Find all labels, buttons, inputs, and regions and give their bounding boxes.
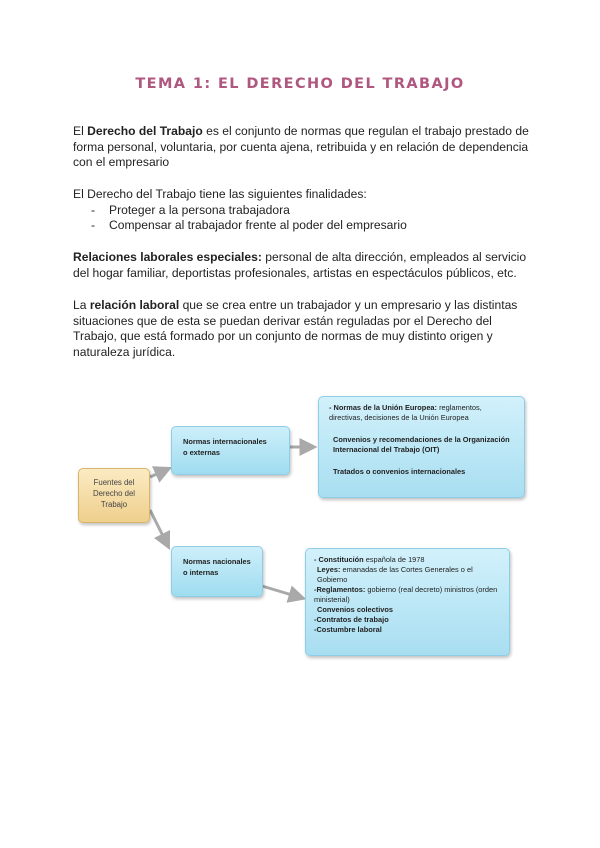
regulations-item bbox=[314, 585, 501, 605]
purpose-text: Compensar al trabajador frente al poder del empresario bbox=[109, 218, 407, 233]
collective-agreements-item: Convenios colectivos bbox=[317, 605, 393, 614]
external-detail-box bbox=[318, 396, 525, 498]
regulations-text: gobierno (real decreto) ministros (orden ministerial) bbox=[314, 585, 498, 604]
purpose-text: Proteger a la persona trabajadora bbox=[109, 202, 290, 217]
laws-text: emanadas de las Cortes Generales o el Gobierno bbox=[317, 565, 473, 584]
internal-line: Normas nacionales bbox=[183, 557, 251, 566]
external-line: Normas internacionales bbox=[183, 437, 267, 446]
internal-detail-box bbox=[305, 548, 510, 656]
root-line: Trabajo bbox=[100, 500, 128, 509]
labor-relation-term: relación laboral bbox=[89, 298, 180, 312]
arrow-root-external bbox=[150, 469, 168, 477]
special-relations-term: Relaciones laborales especiales: bbox=[73, 250, 262, 264]
laws-item bbox=[314, 565, 501, 585]
oit-item: Convenios y recomendaciones de la Organización Internacional del Trabajo (OIT) bbox=[333, 435, 510, 454]
treaties-item: Tratados o convenios internacionales bbox=[333, 467, 466, 476]
constitution-item bbox=[314, 555, 501, 565]
list-item bbox=[73, 218, 533, 234]
external-norms-node bbox=[171, 426, 290, 475]
arrow-root-internal bbox=[150, 510, 168, 546]
definition-text: es el conjunto de normas que regulan el trabajo prestado de forma personal, voluntaria, por cuenta ajena, retribuida y en relación de dependencia con el empresario bbox=[73, 124, 529, 170]
constitution-label: - Constitución bbox=[314, 555, 364, 564]
ue-norms-text: reglamentos, directivas, decisiones de la Unión Europea bbox=[329, 403, 482, 422]
external-line: o externas bbox=[183, 448, 220, 457]
definition-paragraph bbox=[73, 124, 533, 171]
root-line: Derecho del bbox=[92, 489, 136, 498]
ue-norms-label: - Normas de la Unión Europea: bbox=[329, 403, 438, 412]
purposes-paragraph bbox=[73, 187, 533, 234]
regulations-label: -Reglamentos: bbox=[314, 585, 366, 594]
custom-item: -Costumbre laboral bbox=[314, 625, 382, 634]
purposes-intro: El Derecho del Trabajo tiene las siguientes finalidades: bbox=[73, 187, 367, 201]
list-item bbox=[73, 203, 533, 219]
ue-norms-item bbox=[329, 403, 516, 423]
list-dash: - bbox=[91, 218, 96, 233]
special-relations-text: personal de alta dirección, empleados al servicio del hogar familiar, deportistas profesionales, artistas en espectáculos públicos, etc. bbox=[73, 250, 527, 280]
arrow-internal-detail bbox=[262, 586, 302, 598]
special-relations-paragraph bbox=[73, 250, 535, 281]
page-title: TEMA 1: EL DERECHO DEL TRABAJO bbox=[135, 76, 465, 92]
labor-relation-text: que se crea entre un trabajador y un empresario y las distintas situaciones que de esta se puedan derivar están reguladas por el Derecho del Trabajo, que está formado por un conjunto de normas de muy distinto origen y naturaleza jurídica. bbox=[73, 298, 518, 359]
labor-relation-lead: La bbox=[73, 298, 90, 312]
internal-line: o internas bbox=[183, 568, 219, 577]
laws-label: Leyes: bbox=[317, 565, 341, 574]
root-line: Fuentes del bbox=[93, 478, 135, 487]
labor-relation-paragraph bbox=[73, 298, 529, 360]
internal-norms-node bbox=[171, 546, 263, 597]
definition-term: Derecho del Trabajo bbox=[87, 124, 203, 138]
root-node-fuentes bbox=[78, 468, 150, 523]
purposes-list bbox=[73, 203, 533, 234]
constitution-text: española de 1978 bbox=[363, 555, 425, 564]
list-dash: - bbox=[91, 202, 96, 217]
contracts-item: -Contratos de trabajo bbox=[314, 615, 389, 624]
definition-lead: El bbox=[73, 124, 88, 138]
